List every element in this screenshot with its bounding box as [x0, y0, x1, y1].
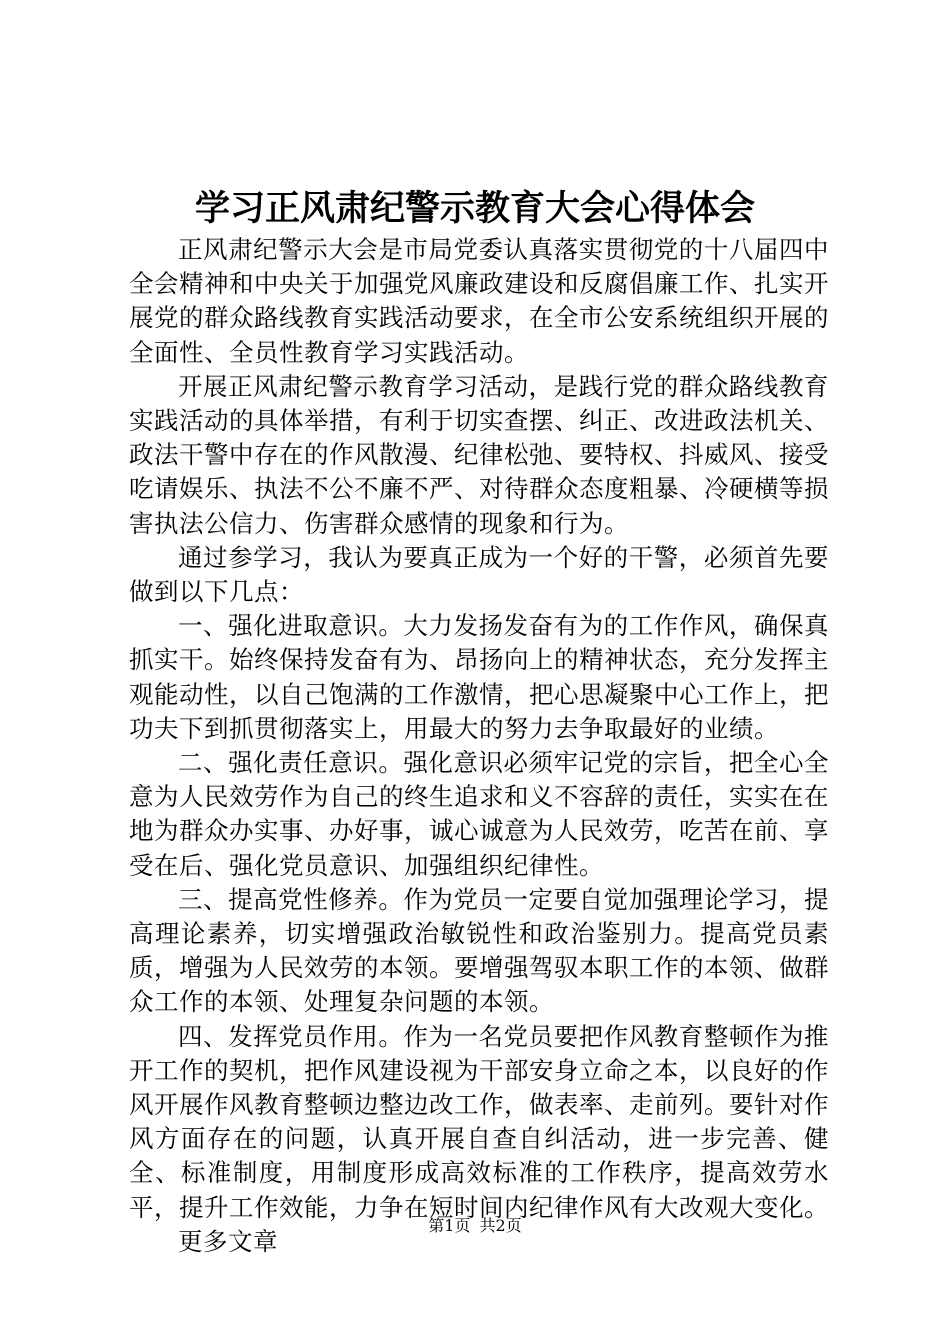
document-title: 学习正风肃纪警示教育大会心得体会	[194, 188, 755, 229]
page-number: 第1页	[428, 1216, 471, 1235]
page-total: 共2页	[479, 1216, 522, 1235]
paragraph-purpose: 开展正风肃纪警示教育学习活动，是践行党的群众路线教育实践活动的具体举措，有利于切实查摆、纠正、改进政法机关、政法干警中存在的作风散漫、纪律松弛、要特权、抖威风、接受吃请娱乐、执法不公不廉不严、对待群众态度粗暴、冷硬横等损害执法公信力、伤害群众感情的现象和行为。	[129, 371, 829, 538]
paragraph-lead: 通过参学习，我认为要真正成为一个好的干警，必须首先要做到以下几点：	[129, 542, 829, 607]
paragraph-intro: 正风肃纪警示大会是市局党委认真落实贯彻党的十八届四中全会精神和中央关于加强党风廉政建设和反腐倡廉工作、扎实开展党的群众路线教育实践活动要求，在全市公安系统组织开展的全面性、全员性教育学习实践活动。	[129, 235, 829, 367]
page-footer	[0, 1214, 950, 1238]
paragraph-point-4: 四、发挥党员作用。作为一名党员要把作风教育整顿作为推开工作的契机，把作风建设视为干部安身立命之本，以良好的作风开展作风教育整顿边整边改工作，做表率、走前列。要针对作风方面存在的问题，认真开展自查自纠活动，进一步完善、健全、标准制度，用制度形成高效标准的工作秩序，提高效劳水平，提升工作效能，力争在短时间内纪律作风有大改观大变化。	[129, 1021, 829, 1222]
paragraph-point-2: 二、强化责任意识。强化意识必须牢记党的宗旨，把全心全意为人民效劳作为自己的终生追求和义不容辞的责任，实实在在地为群众办实事、办好事，诚心诚意为人民效劳，吃苦在前、享受在后、强化党员意识、加强组织纪律性。	[129, 748, 829, 880]
more-articles-link[interactable]: 更多文章	[178, 1226, 278, 1256]
paragraph-point-1: 一、强化进取意识。大力发扬发奋有为的工作作风，确保真抓实干。始终保持发奋有为、昂扬向上的精神状态，充分发挥主观能动性，以自己饱满的工作激情，把心思凝聚中心工作上，把功夫下到抓贯彻落实上，用最大的努力去争取最好的业绩。	[129, 611, 829, 743]
paragraph-point-3: 三、提高党性修养。作为党员一定要自觉加强理论学习，提高理论素养，切实增强政治敏锐性和政治鉴别力。提高党员素质，增强为人民效劳的本领。要增强驾驭本职工作的本领、做群众工作的本领、处理复杂问题的本领。	[129, 884, 829, 1017]
document-body	[129, 233, 829, 1259]
